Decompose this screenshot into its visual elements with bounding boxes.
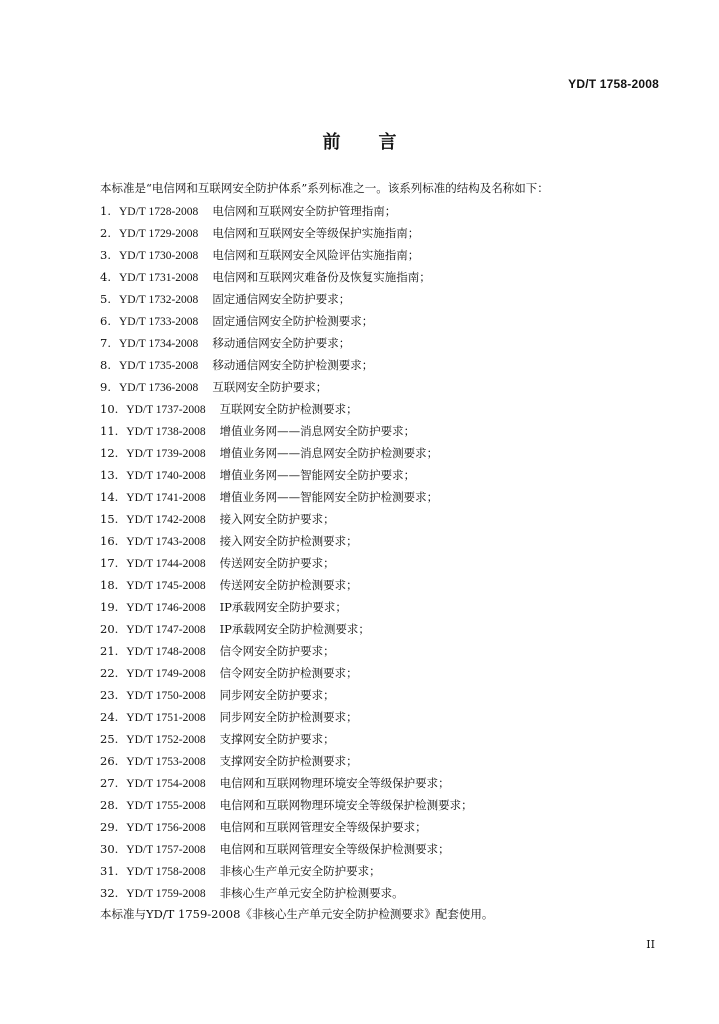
item-standard-name: 电信网和互联网物理环境安全等级保护检测要求； xyxy=(219,798,473,812)
item-standard-name: IP承载网安全防护要求； xyxy=(219,600,347,614)
item-standard-code: YD/T 1757-2008 xyxy=(126,844,206,856)
item-standard-code: YD/T 1738-2008 xyxy=(126,426,206,438)
item-standard-name: 电信网和互联网管理安全等级保护检测要求； xyxy=(219,842,450,856)
standard-list xyxy=(100,202,660,906)
list-item xyxy=(100,488,660,510)
item-standard-name: 电信网和互联网安全风险评估实施指南； xyxy=(212,248,420,262)
item-number: 26. xyxy=(100,754,119,768)
list-item xyxy=(100,620,660,642)
item-standard-code: YD/T 1745-2008 xyxy=(126,580,206,592)
item-number: 16. xyxy=(100,534,119,548)
item-number: 18. xyxy=(100,578,119,592)
item-standard-name: 信令网安全防护要求； xyxy=(219,644,335,658)
list-item xyxy=(100,708,660,730)
closing-paragraph: 本标准与YD/T 1759-2008《非核心生产单元安全防护检测要求》配套使用。 xyxy=(100,907,494,921)
list-item xyxy=(100,840,660,862)
list-item xyxy=(100,752,660,774)
item-standard-code: YD/T 1747-2008 xyxy=(126,624,206,636)
item-standard-code: YD/T 1746-2008 xyxy=(126,602,206,614)
item-standard-name: 同步网安全防护要求； xyxy=(219,688,335,702)
item-number: 12. xyxy=(100,446,119,460)
item-number: 20. xyxy=(100,622,119,636)
item-standard-name: 支撑网安全防护检测要求； xyxy=(219,754,358,768)
item-standard-code: YD/T 1736-2008 xyxy=(118,382,199,394)
item-standard-name: 同步网安全防护检测要求； xyxy=(219,710,358,724)
item-number: 13. xyxy=(100,468,119,482)
item-standard-code: YD/T 1758-2008 xyxy=(126,866,206,878)
item-standard-name: 电信网和互联网管理安全等级保护要求； xyxy=(219,820,427,834)
item-number: 8. xyxy=(100,358,111,372)
item-standard-code: YD/T 1735-2008 xyxy=(118,360,199,372)
item-standard-name: 电信网和互联网物理环境安全等级保护要求； xyxy=(219,776,450,790)
item-standard-code: YD/T 1737-2008 xyxy=(126,404,206,416)
item-standard-code: YD/T 1743-2008 xyxy=(126,536,206,548)
item-number: 24. xyxy=(100,710,119,724)
list-item xyxy=(100,774,660,796)
list-item xyxy=(100,334,660,356)
item-standard-code: YD/T 1741-2008 xyxy=(126,492,206,504)
item-standard-code: YD/T 1742-2008 xyxy=(126,514,206,526)
item-standard-name: 接入网安全防护要求； xyxy=(219,512,335,526)
item-standard-code: YD/T 1734-2008 xyxy=(118,338,199,350)
item-number: 14. xyxy=(100,490,119,504)
item-standard-name: 互联网安全防护要求； xyxy=(212,380,328,394)
item-number: 23. xyxy=(100,688,119,702)
list-item xyxy=(100,730,660,752)
page-number: II xyxy=(646,938,655,951)
item-standard-name: 固定通信网安全防护检测要求； xyxy=(212,314,374,328)
item-number: 17. xyxy=(100,556,119,570)
item-standard-code: YD/T 1750-2008 xyxy=(126,690,206,702)
standard-code-header: YD/T 1758-2008 xyxy=(568,77,659,91)
list-item xyxy=(100,642,660,664)
list-item xyxy=(100,466,660,488)
item-standard-code: YD/T 1753-2008 xyxy=(126,756,206,768)
list-item xyxy=(100,356,660,378)
item-number: 30. xyxy=(100,842,119,856)
item-number: 22. xyxy=(100,666,119,680)
item-standard-name: 固定通信网安全防护要求； xyxy=(212,292,351,306)
item-number: 28. xyxy=(100,798,119,812)
item-standard-name: 增值业务网——智能网安全防护要求； xyxy=(219,468,416,482)
list-item xyxy=(100,422,660,444)
item-standard-code: YD/T 1754-2008 xyxy=(126,778,206,790)
item-standard-code: YD/T 1733-2008 xyxy=(118,316,199,328)
list-item xyxy=(100,400,660,422)
item-number: 2. xyxy=(100,226,111,240)
item-number: 31. xyxy=(100,864,119,878)
item-number: 25. xyxy=(100,732,119,746)
list-item xyxy=(100,796,660,818)
item-standard-name: 增值业务网——消息网安全防护检测要求； xyxy=(219,446,439,460)
item-standard-name: 非核心生产单元安全防护检测要求。 xyxy=(219,886,404,900)
item-number: 32. xyxy=(100,886,119,900)
list-item xyxy=(100,312,660,334)
item-standard-name: 电信网和互联网安全等级保护实施指南； xyxy=(212,226,420,240)
item-standard-code: YD/T 1759-2008 xyxy=(126,888,206,900)
list-item xyxy=(100,884,660,906)
item-standard-name: 支撑网安全防护要求； xyxy=(219,732,335,746)
list-item xyxy=(100,510,660,532)
list-item xyxy=(100,290,660,312)
list-item xyxy=(100,268,660,290)
item-standard-code: YD/T 1732-2008 xyxy=(118,294,199,306)
list-item xyxy=(100,598,660,620)
page-title: 前言 xyxy=(322,132,435,153)
item-standard-name: 传送网安全防护要求； xyxy=(219,556,335,570)
item-standard-code: YD/T 1728-2008 xyxy=(118,206,199,218)
item-standard-name: 互联网安全防护检测要求； xyxy=(219,402,358,416)
item-standard-name: 增值业务网——智能网安全防护检测要求； xyxy=(219,490,439,504)
list-item xyxy=(100,224,660,246)
list-item xyxy=(100,818,660,840)
intro-paragraph: 本标准是“电信网和互联网安全防护体系”系列标准之一。该系列标准的结构及名称如下： xyxy=(100,181,549,195)
item-standard-code: YD/T 1731-2008 xyxy=(118,272,199,284)
list-item xyxy=(100,686,660,708)
item-number: 5. xyxy=(100,292,111,306)
list-item xyxy=(100,246,660,268)
list-item xyxy=(100,862,660,884)
item-standard-code: YD/T 1730-2008 xyxy=(118,250,199,262)
item-number: 9. xyxy=(100,380,111,394)
item-number: 11. xyxy=(100,424,119,438)
list-item xyxy=(100,532,660,554)
item-standard-code: YD/T 1752-2008 xyxy=(126,734,206,746)
item-number: 4. xyxy=(100,270,111,284)
item-number: 6. xyxy=(100,314,111,328)
item-number: 1. xyxy=(100,204,111,218)
item-standard-name: 移动通信网安全防护检测要求； xyxy=(212,358,374,372)
item-standard-name: 非核心生产单元安全防护要求； xyxy=(219,864,381,878)
item-standard-code: YD/T 1755-2008 xyxy=(126,800,206,812)
item-standard-name: IP承载网安全防护检测要求； xyxy=(219,622,370,636)
item-standard-name: 电信网和互联网安全防护管理指南； xyxy=(212,204,397,218)
list-item xyxy=(100,576,660,598)
item-number: 21. xyxy=(100,644,119,658)
item-standard-code: YD/T 1740-2008 xyxy=(126,470,206,482)
list-item xyxy=(100,554,660,576)
item-number: 3. xyxy=(100,248,111,262)
item-standard-name: 电信网和互联网灾难备份及恢复实施指南； xyxy=(212,270,431,284)
list-item xyxy=(100,378,660,400)
item-standard-name: 移动通信网安全防护要求； xyxy=(212,336,351,350)
item-number: 10. xyxy=(100,402,119,416)
item-number: 7. xyxy=(100,336,111,350)
item-standard-code: YD/T 1744-2008 xyxy=(126,558,206,570)
item-standard-code: YD/T 1739-2008 xyxy=(126,448,206,460)
list-item xyxy=(100,444,660,466)
item-number: 19. xyxy=(100,600,119,614)
item-standard-name: 传送网安全防护检测要求； xyxy=(219,578,358,592)
item-standard-code: YD/T 1756-2008 xyxy=(126,822,206,834)
item-standard-name: 信令网安全防护检测要求； xyxy=(219,666,358,680)
item-standard-code: YD/T 1748-2008 xyxy=(126,646,206,658)
item-standard-name: 接入网安全防护检测要求； xyxy=(219,534,358,548)
list-item xyxy=(100,664,660,686)
item-standard-code: YD/T 1749-2008 xyxy=(126,668,206,680)
item-standard-code: YD/T 1751-2008 xyxy=(126,712,206,724)
item-number: 29. xyxy=(100,820,119,834)
list-item xyxy=(100,202,660,224)
item-number: 27. xyxy=(100,776,119,790)
item-standard-code: YD/T 1729-2008 xyxy=(118,228,199,240)
item-number: 15. xyxy=(100,512,119,526)
item-standard-name: 增值业务网——消息网安全防护要求； xyxy=(219,424,416,438)
